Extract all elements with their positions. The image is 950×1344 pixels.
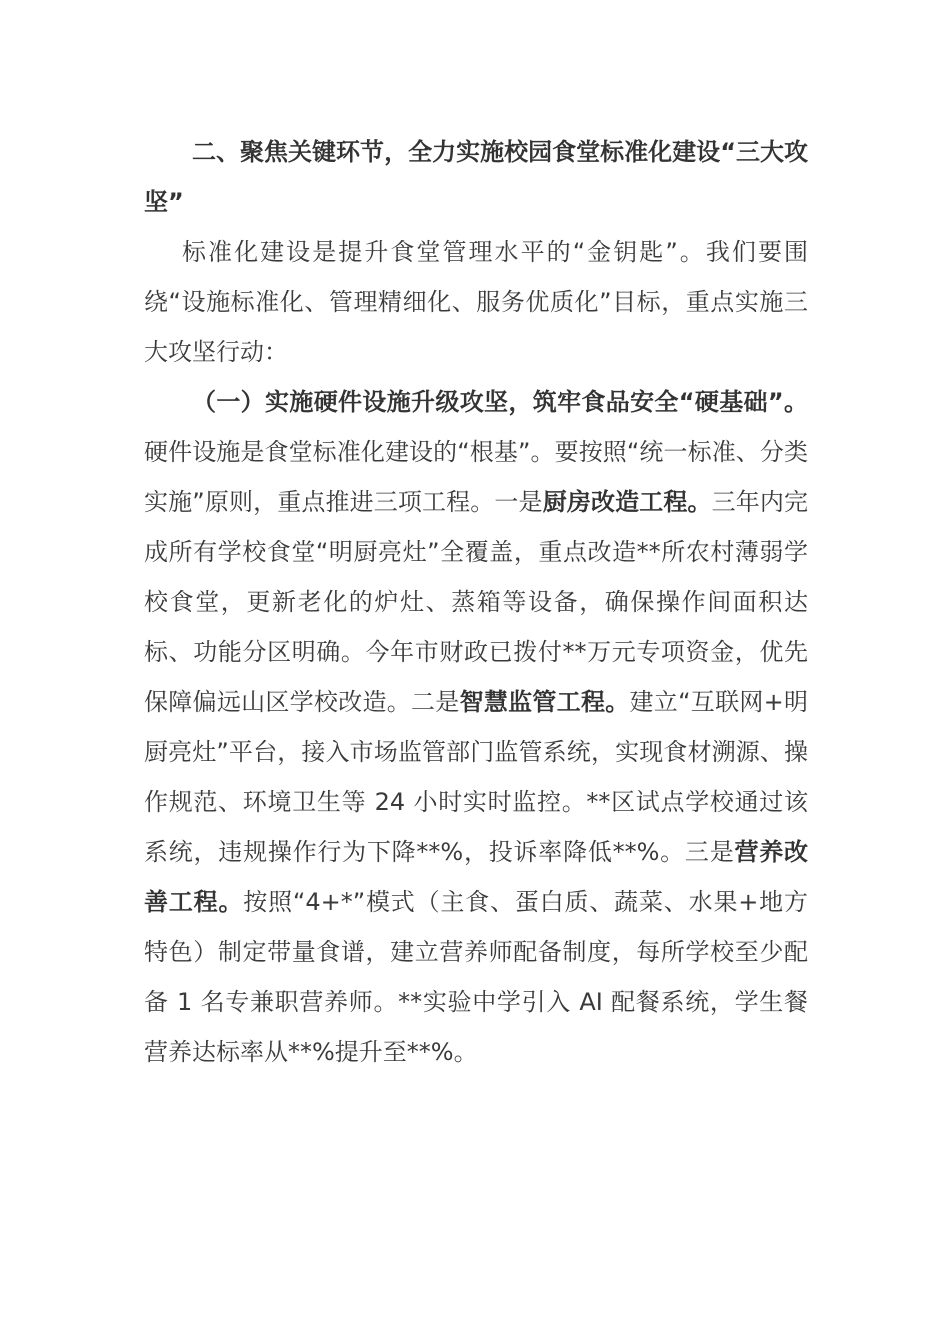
subsection-heading: （一）实施硬件设施升级攻坚，筑牢食品安全“硬基础”。 (192, 388, 808, 416)
subsection-intro: 硬件设施是食堂标准化建设的“根基”。要按照“统一标准、分类实施”原则，重点推进三项工程。一是 (144, 438, 808, 516)
intro-paragraph: 标准化建设是提升食堂管理水平的“金钥匙”。我们要围绕“设施标准化、管理精细化、服务优质化”目标，重点实施三大攻坚行动： (144, 238, 808, 366)
document-body (144, 127, 808, 1077)
project3-text: 按照“4+*”模式（主食、蛋白质、蔬菜、水果+地方特色）制定带量食谱，建立营养师配备制度，每所学校至少配备 1 名专兼职营养师。**实验中学引入 AI 配餐系统，学生餐营养达标率从**%提升至**%。 (144, 888, 809, 1066)
project2-title: 智慧监管工程。 (459, 688, 630, 716)
project1-text: 三年内完成所有学校食堂“明厨亮灶”全覆盖，重点改造**所农村薄弱学校食堂，更新老化的炉灶、蒸箱等设备，确保操作间面积达标、功能分区明确。今年市财政已拨付**万元专项资金，优先保障偏远山区学校改造。二是 (144, 488, 809, 716)
project2-text: 建立“互联网+明厨亮灶”平台，接入市场监管部门监管系统，实现食材溯源、操作规范、环境卫生等 24 小时实时监控。**区试点学校通过该系统，违规操作行为下降**%，投诉率降低**%。三是 (144, 688, 809, 866)
project1-title: 厨房改造工程。 (542, 488, 712, 516)
section-heading: 二、聚焦关键环节，全力实施校园食堂标准化建设“三大攻坚” (144, 138, 808, 216)
subsection-paragraph (144, 377, 808, 1077)
project3-title: 营养改善工程。 (144, 838, 809, 916)
